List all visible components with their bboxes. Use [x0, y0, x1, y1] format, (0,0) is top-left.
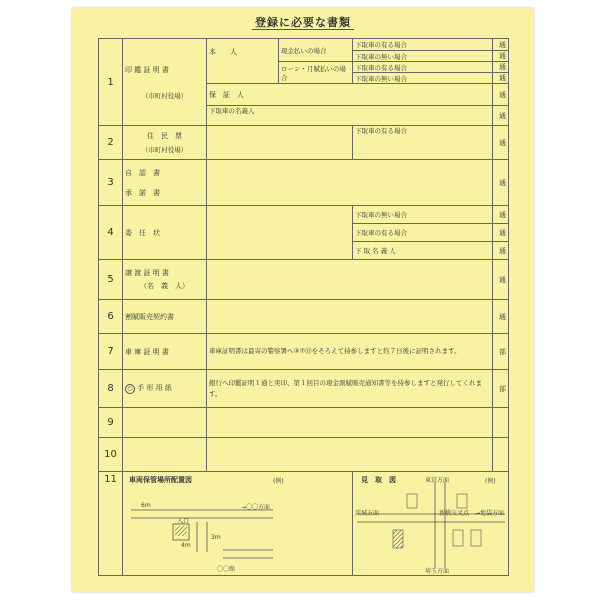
diagram-title: 見 取 図 [361, 476, 396, 484]
row-number: 11 [99, 472, 123, 576]
map-sketch [353, 472, 509, 576]
blank-cell [493, 438, 509, 472]
doc-name: 割賦販売契約書 [123, 300, 207, 334]
ok-cell: 通 [493, 62, 509, 73]
blank-cell [493, 408, 509, 438]
ok-cell: 通 [493, 51, 509, 62]
document-sheet [72, 8, 534, 592]
example-label: (例) [485, 478, 496, 485]
ok-cell: 部 [493, 334, 509, 370]
row-number: 8 [99, 370, 123, 408]
party-cell: 保 証 人 [207, 84, 493, 106]
party-cell: 本 人 [207, 39, 279, 84]
condition-cell: 下取車の有る場合 [353, 126, 493, 160]
direction-label: →地袋方面 [475, 510, 505, 517]
payment-loan: ローン・月賦払いの場合 [279, 62, 353, 84]
doc-name: 譲 渡 証 明 書 （名 義 人） [123, 260, 207, 300]
direction-label: →〇〇方面 [241, 504, 271, 511]
example-label: (例) [273, 478, 284, 485]
condition-cell: 下取車の有る場合 [353, 39, 493, 51]
intersection-label: 新橋交叉点 [439, 510, 470, 517]
doc-name: 委 任 状 [123, 206, 207, 260]
ok-cell: 通 [493, 84, 509, 106]
ok-cell: 通 [493, 206, 509, 224]
landmark-label: 〇〇館 [217, 566, 236, 573]
parking-diagram [123, 472, 353, 576]
row-number: 1 [99, 39, 123, 126]
row-number: 10 [99, 438, 123, 472]
direction-label: 埼玉方面 [425, 568, 450, 575]
ok-cell: 通 [493, 126, 509, 160]
blank-cell [207, 260, 493, 300]
blank-cell [207, 408, 493, 438]
doc-name: 住 民 票 （市町村役場） [123, 126, 207, 160]
ok-cell: 通 [493, 260, 509, 300]
blank-cell [207, 126, 353, 160]
documents-table [98, 38, 509, 576]
doc-name: 自 認 書 承 諾 書 [123, 160, 207, 206]
condition-cell: 下取車の無い場合 [353, 206, 493, 224]
payment-cash: 現金払いの場合 [279, 39, 353, 62]
row-number: 3 [99, 160, 123, 206]
ok-cell: 通 [493, 242, 509, 260]
condition-cell: 下取車の無い場合 [353, 73, 493, 84]
blank-cell [207, 206, 353, 260]
circle-mark: ○ [125, 384, 135, 394]
row-number: 7 [99, 334, 123, 370]
blank-cell [207, 160, 493, 206]
direction-label: 茨城方面 [355, 510, 380, 517]
party-cell: 下取車の名義人 [207, 106, 493, 126]
note-cell: 車庫証明書は最寄の警察署へ③⑦⑪をそろえて持参しますと約７日後に証明されます。 [207, 334, 493, 370]
direction-label: 東京方面 [425, 477, 450, 484]
blank-cell [207, 300, 493, 334]
doc-name: 車 庫 証 明 書 [123, 334, 207, 370]
ok-cell: 通 [493, 39, 509, 51]
row-number: 6 [99, 300, 123, 334]
diagram-title: 車両保管場所配置図 [129, 476, 192, 484]
ok-cell: 通 [493, 73, 509, 84]
ok-cell: 通 [493, 106, 509, 126]
location-map [353, 472, 509, 576]
condition-cell: 下取車の有る場合 [353, 224, 493, 242]
doc-name: ○ 手 形 用 紙 [123, 370, 207, 408]
dimension-label: 6m [141, 502, 151, 509]
page-title: 登録に必要な書類 [72, 14, 534, 30]
condition-cell: 下 取 名 義 人 [353, 242, 493, 260]
parking-sketch [123, 472, 351, 576]
dimension-label: 4m [181, 542, 191, 549]
doc-name: 印 鑑 証 明 書 （市町村役場） [123, 39, 207, 126]
row-number: 5 [99, 260, 123, 300]
blank-cell [123, 408, 207, 438]
condition-cell: 下取車の有る場合 [353, 62, 493, 73]
dimension-label: 3m [211, 534, 221, 541]
ok-cell: 通 [493, 224, 509, 242]
blank-cell [123, 438, 207, 472]
blank-cell [207, 438, 493, 472]
ok-cell: 部 [493, 370, 509, 408]
ok-cell: 通 [493, 160, 509, 206]
row-number: 4 [99, 206, 123, 260]
row-number: 2 [99, 126, 123, 160]
condition-cell: 下取車の無い場合 [353, 51, 493, 62]
note-cell: 銀行へ印鑑証明１通と実印、第１回目の現金割賦販売通知書等を持参しますと発行してくれます。 [207, 370, 493, 408]
ok-cell: 通 [493, 300, 509, 334]
row-number: 9 [99, 408, 123, 438]
entrance-label: 入口 [177, 518, 190, 525]
